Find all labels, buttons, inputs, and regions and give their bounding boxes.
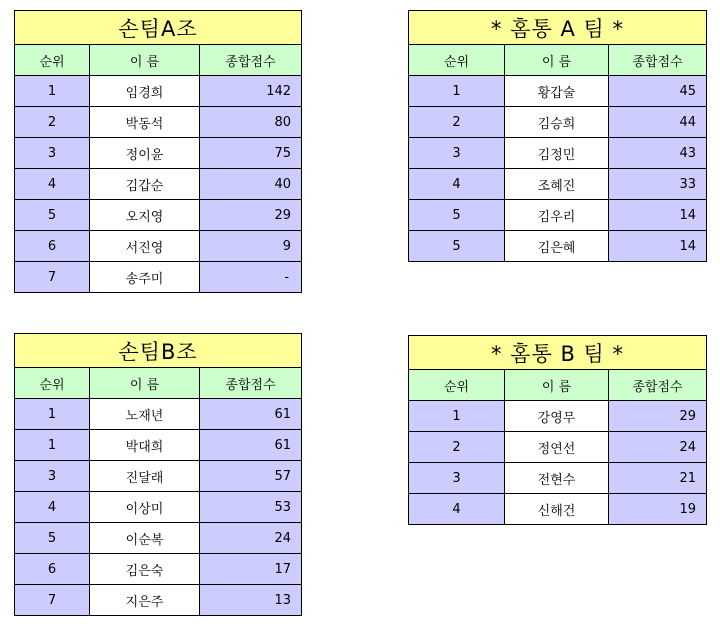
score-cell: 45	[609, 76, 707, 107]
name-cell: 송주미	[90, 262, 200, 293]
table-row	[15, 492, 302, 523]
rank-cell: 4	[15, 169, 90, 200]
table-title: 손팀B조	[15, 334, 302, 368]
table-row	[409, 200, 707, 231]
rank-cell: 2	[409, 432, 505, 463]
score-cell: 29	[200, 200, 302, 231]
table-row	[15, 138, 302, 169]
score-cell: 44	[609, 107, 707, 138]
rank-cell: 6	[15, 554, 90, 585]
col-header-name: 이 름	[90, 368, 200, 399]
rank-cell: 1	[15, 76, 90, 107]
table-row	[15, 169, 302, 200]
table-row	[409, 494, 707, 525]
score-cell: 9	[200, 231, 302, 262]
rank-cell: 4	[15, 492, 90, 523]
rank-cell: 2	[409, 107, 505, 138]
table-row	[15, 430, 302, 461]
rank-cell: 6	[15, 231, 90, 262]
score-cell: 43	[609, 138, 707, 169]
table-row	[409, 463, 707, 494]
table-row	[409, 432, 707, 463]
rank-cell: 5	[409, 231, 505, 262]
table-row	[409, 138, 707, 169]
table-row	[409, 401, 707, 432]
rank-cell: 4	[409, 169, 505, 200]
score-cell: 14	[609, 231, 707, 262]
name-cell: 서진영	[90, 231, 200, 262]
col-header-name: 이 름	[505, 370, 609, 401]
score-cell: 61	[200, 430, 302, 461]
score-cell: 33	[609, 169, 707, 200]
table-row	[15, 554, 302, 585]
rank-cell: 5	[409, 200, 505, 231]
rank-cell: 1	[409, 76, 505, 107]
rank-cell: 3	[15, 461, 90, 492]
col-header-rank: 순위	[409, 45, 505, 76]
name-cell: 조혜진	[505, 169, 609, 200]
score-cell: 17	[200, 554, 302, 585]
name-cell: 김승희	[505, 107, 609, 138]
score-table-son-a	[14, 10, 302, 293]
rank-cell: 1	[15, 399, 90, 430]
table-row	[15, 399, 302, 430]
table-row	[409, 169, 707, 200]
rank-cell: 4	[409, 494, 505, 525]
col-header-name: 이 름	[90, 45, 200, 76]
name-cell: 황갑술	[505, 76, 609, 107]
table-row	[15, 523, 302, 554]
table-row	[409, 76, 707, 107]
score-cell: 80	[200, 107, 302, 138]
table-row	[15, 107, 302, 138]
name-cell: 오지영	[90, 200, 200, 231]
name-cell: 김우리	[505, 200, 609, 231]
score-cell: 14	[609, 200, 707, 231]
table-title: * 홈통 B 팀 *	[409, 336, 707, 370]
table-row	[15, 262, 302, 293]
score-cell: 53	[200, 492, 302, 523]
table-row	[15, 461, 302, 492]
table-title: 손팀A조	[15, 11, 302, 45]
name-cell: 김정민	[505, 138, 609, 169]
name-cell: 이상미	[90, 492, 200, 523]
name-cell: 임경희	[90, 76, 200, 107]
score-cell: 57	[200, 461, 302, 492]
col-header-rank: 순위	[15, 45, 90, 76]
col-header-score: 종합점수	[200, 368, 302, 399]
score-cell: 24	[200, 523, 302, 554]
score-cell: 142	[200, 76, 302, 107]
score-cell: 19	[609, 494, 707, 525]
rank-cell: 5	[15, 523, 90, 554]
name-cell: 박대희	[90, 430, 200, 461]
score-table-son-b	[14, 333, 302, 616]
rank-cell: 3	[409, 138, 505, 169]
table-row	[409, 231, 707, 262]
table-row	[15, 585, 302, 616]
score-cell: -	[200, 262, 302, 293]
table-row	[15, 231, 302, 262]
rank-cell: 2	[15, 107, 90, 138]
rank-cell: 5	[15, 200, 90, 231]
col-header-name: 이 름	[505, 45, 609, 76]
rank-cell: 1	[15, 430, 90, 461]
score-cell: 13	[200, 585, 302, 616]
col-header-score: 종합점수	[609, 370, 707, 401]
col-header-rank: 순위	[409, 370, 505, 401]
table-title: * 홈통 A 팀 *	[409, 11, 707, 45]
name-cell: 김은숙	[90, 554, 200, 585]
name-cell: 강영무	[505, 401, 609, 432]
score-cell: 29	[609, 401, 707, 432]
name-cell: 김갑순	[90, 169, 200, 200]
name-cell: 김은혜	[505, 231, 609, 262]
rank-cell: 1	[409, 401, 505, 432]
score-cell: 75	[200, 138, 302, 169]
rank-cell: 3	[15, 138, 90, 169]
rank-cell: 7	[15, 585, 90, 616]
score-cell: 40	[200, 169, 302, 200]
score-cell: 61	[200, 399, 302, 430]
name-cell: 전현수	[505, 463, 609, 494]
rank-cell: 3	[409, 463, 505, 494]
name-cell: 지은주	[90, 585, 200, 616]
name-cell: 정이윤	[90, 138, 200, 169]
table-row	[409, 107, 707, 138]
col-header-score: 종합점수	[609, 45, 707, 76]
name-cell: 정연선	[505, 432, 609, 463]
rank-cell: 7	[15, 262, 90, 293]
table-row	[15, 200, 302, 231]
name-cell: 박동석	[90, 107, 200, 138]
score-table-homtong-b	[408, 335, 707, 525]
name-cell: 이순복	[90, 523, 200, 554]
score-cell: 24	[609, 432, 707, 463]
table-row	[15, 76, 302, 107]
name-cell: 노재년	[90, 399, 200, 430]
col-header-score: 종합점수	[200, 45, 302, 76]
name-cell: 신해건	[505, 494, 609, 525]
col-header-rank: 순위	[15, 368, 90, 399]
score-cell: 21	[609, 463, 707, 494]
score-table-homtong-a	[408, 10, 707, 262]
name-cell: 진달래	[90, 461, 200, 492]
